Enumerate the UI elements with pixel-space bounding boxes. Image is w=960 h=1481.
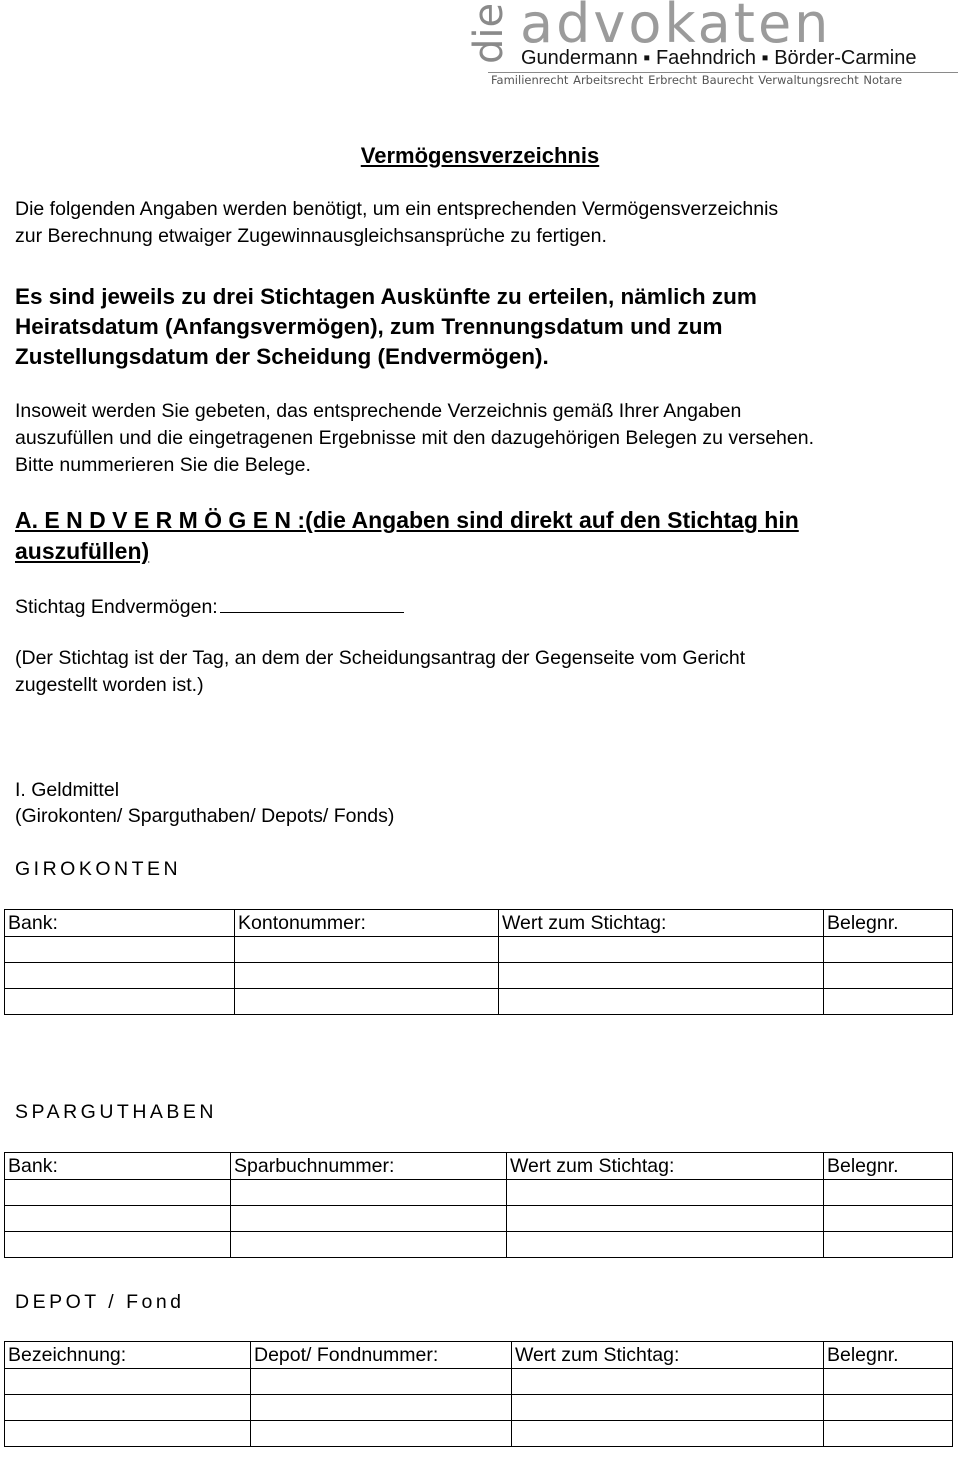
document-title: Vermögensverzeichnis [360,143,600,168]
table-cell[interactable] [5,989,235,1015]
table-header-row [5,910,953,937]
notice-line-3: Zustellungsdatum der Scheidung (Endvermögen). [15,344,549,369]
table-cell[interactable] [824,1206,953,1232]
table-header-row [5,1153,953,1180]
girokonten-heading: GIROKONTEN [15,858,182,880]
column-header: Kontonummer: [235,910,499,937]
column-header: Bank: [5,1153,231,1180]
table-cell[interactable] [507,1232,824,1258]
table-cell[interactable] [824,1369,953,1395]
table-cell[interactable] [5,1180,231,1206]
stichtag-note-line-1: (Der Stichtag ist der Tag, an dem der Scheidungsantrag der Gegenseite vom Gericht [15,647,746,669]
logo-practice-areas: Familienrecht Arbeitsrecht Erbrecht Baurecht Verwaltungsrecht Notare [491,73,903,87]
table-cell[interactable] [512,1421,824,1447]
table-cell[interactable] [512,1395,824,1421]
table-cell[interactable] [235,963,499,989]
table-cell[interactable] [824,1180,953,1206]
table-cell[interactable] [5,1421,251,1447]
table-row [5,1395,953,1421]
column-header: Sparbuchnummer: [231,1153,507,1180]
sparguthaben-table [4,1152,953,1258]
table-row [5,1206,953,1232]
depot-heading: DEPOT / Fond [15,1291,185,1313]
column-header: Wert zum Stichtag: [512,1342,824,1369]
table-cell[interactable] [499,989,824,1015]
sparguthaben-heading: SPARGUTHABEN [15,1101,217,1123]
table-cell[interactable] [251,1421,512,1447]
stichtag-note-line-2: zugestellt worden ist.) [15,674,204,696]
column-header: Bank: [5,910,235,937]
table-cell[interactable] [5,1395,251,1421]
geldmittel-heading: I. Geldmittel [15,779,120,801]
notice-line-1: Es sind jeweils zu drei Stichtagen Auskünfte zu erteilen, nämlich zum [15,284,757,309]
column-header: Wert zum Stichtag: [507,1153,824,1180]
table-cell[interactable] [231,1180,507,1206]
table-cell[interactable] [499,937,824,963]
table-cell[interactable] [235,937,499,963]
table-cell[interactable] [231,1232,507,1258]
instructions-line-2: auszufüllen und die eingetragenen Ergebnisse mit den dazugehörigen Belegen zu versehen. [15,427,814,449]
column-header: Depot/ Fondnummer: [251,1342,512,1369]
column-header: Belegnr. [824,1153,953,1180]
table-cell[interactable] [251,1395,512,1421]
table-cell[interactable] [5,1369,251,1395]
depot-table [4,1341,953,1447]
section-a-heading-1: A. E N D V E R M Ö G E N :(die Angaben sind direkt auf den Stichtag hin [15,507,799,533]
table-row [5,937,953,963]
table-cell[interactable] [5,1206,231,1232]
logo-wordmark: advokaten [520,0,832,55]
table-row [5,1421,953,1447]
table-cell[interactable] [824,937,953,963]
table-cell[interactable] [507,1206,824,1232]
table-cell[interactable] [824,1232,953,1258]
table-cell[interactable] [824,1421,953,1447]
table-row [5,1232,953,1258]
column-header: Belegnr. [824,1342,953,1369]
geldmittel-subheading: (Girokonten/ Sparguthaben/ Depots/ Fonds) [15,805,395,827]
table-cell[interactable] [824,1395,953,1421]
table-row [5,989,953,1015]
column-header: Belegnr. [824,910,953,937]
column-header: Wert zum Stichtag: [499,910,824,937]
table-header-row [5,1342,953,1369]
column-header: Bezeichnung: [5,1342,251,1369]
table-cell[interactable] [231,1206,507,1232]
stichtag-row [15,592,404,621]
table-cell[interactable] [5,963,235,989]
table-cell[interactable] [235,989,499,1015]
table-row [5,1180,953,1206]
table-cell[interactable] [507,1180,824,1206]
stichtag-blank-field[interactable] [220,592,404,613]
girokonten-table [4,909,953,1015]
stichtag-label: Stichtag Endvermögen: [15,596,218,618]
table-cell[interactable] [5,1232,231,1258]
table-cell[interactable] [824,989,953,1015]
logo-die: die [466,2,512,64]
table-cell[interactable] [251,1369,512,1395]
table-row [5,1369,953,1395]
logo-partner-names: Gundermann ▪ Faehndrich ▪ Börder-Carmine [521,47,917,69]
table-cell[interactable] [5,937,235,963]
notice-line-2: Heiratsdatum (Anfangsvermögen), zum Trennungsdatum und zum [15,314,723,339]
table-row [5,963,953,989]
section-a-heading-2: auszufüllen) [15,538,150,564]
intro-line-1: Die folgenden Angaben werden benötigt, um ein entsprechenden Vermögensverzeichnis [15,198,779,220]
table-cell[interactable] [499,963,824,989]
intro-line-2: zur Berechnung etwaiger Zugewinnausgleichsansprüche zu fertigen. [15,225,607,247]
table-cell[interactable] [512,1369,824,1395]
instructions-line-3: Bitte nummerieren Sie die Belege. [15,454,311,476]
table-cell[interactable] [824,963,953,989]
instructions-line-1: Insoweit werden Sie gebeten, das entsprechende Verzeichnis gemäß Ihrer Angaben [15,400,742,422]
